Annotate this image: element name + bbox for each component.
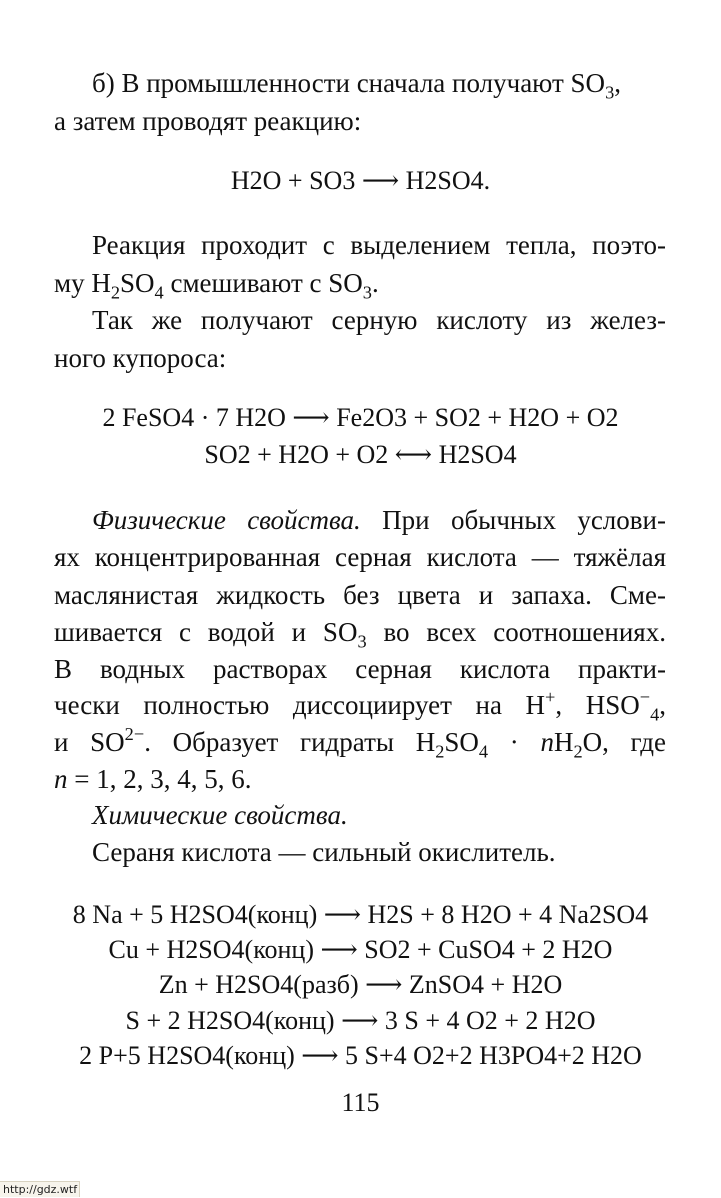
equation-6: Zn + H2SO4(разб) ⟶ ZnSO4 + H2O: [158, 970, 563, 999]
equation-4: 8 Na + 5 H2SO4(конц) ⟶ H2S + 8 H2O + 4 Na2SO4: [72, 900, 649, 929]
physical-properties-line-1: Физические свойства. При обычных услови-: [92, 505, 666, 535]
physical-properties-line-7: и $SO^{2-}$. Образует гидраты $H_2SO_4 \cdot nH_2O$, где: [54, 723, 666, 762]
chemical-properties-heading: Химические свойства.: [92, 800, 348, 830]
paragraph-b-line-2: а затем проводят реакцию:: [54, 106, 362, 136]
equation-7: S + 2 H2SO4(конц) ⟶ 3 S + 4 O2 + 2 H2O: [125, 1006, 596, 1035]
physical-properties-heading: Физические свойства.: [92, 505, 361, 535]
physical-properties-line-5: В водных растворах серная кислота практи-: [54, 654, 666, 684]
paragraph-iron-line-2: ного купороса:: [54, 343, 227, 373]
physical-properties-line-3: маслянистая жидкость без цвета и запаха. Сме-: [54, 580, 666, 610]
equation-3: SO2 + H2O + O2 ⟷ H2SO4: [204, 440, 517, 469]
chemical-properties-line: Сераня кислота — сильный окислитель.: [92, 837, 556, 867]
physical-properties-line-4: шивается с водой и $SO_3$ во всех соотношениях.: [54, 617, 666, 652]
paragraph-heat-line-2: му $H_2SO_4$ смешивают с $SO_3$.: [54, 268, 379, 303]
watermark-link[interactable]: http://gdz.wtf: [0, 1181, 80, 1197]
page-number: 115: [341, 1088, 380, 1117]
equation-8: 2 P+5 H2SO4(конц) ⟶ 5 S+4 O2+2 H3PO4+2 H2O: [79, 1041, 642, 1070]
physical-properties-line-8: n = 1, 2, 3, 4, 5, 6.: [54, 764, 252, 794]
paragraph-heat-line-1: Реакция проходит с выделением тепла, поэто-: [92, 230, 666, 260]
equation-1: [0, 166, 721, 196]
physical-properties-line-2: ях концентрированная серная кислота — тяжёлая: [54, 542, 666, 572]
paragraph-iron-line-1: Так же получают серную кислоту из желез-: [92, 305, 666, 335]
equation-5: Cu + H2SO4(конц) ⟶ SO2 + CuSO4 + 2 H2O: [108, 935, 613, 964]
equation-2: 2 FeSO4 · 7 H2O ⟶ Fe2O3 + SO2 + H2O + O2: [102, 403, 619, 432]
paragraph-b-line-1: б) В промышленности сначала получают $SO_3$,: [92, 68, 621, 103]
physical-properties-line-6: чески полностью диссоциирует на H+, $HSO^-_4$,: [54, 686, 667, 725]
equation-1-text: H2O + SO3 ⟶ H2SO4.: [230, 166, 491, 195]
